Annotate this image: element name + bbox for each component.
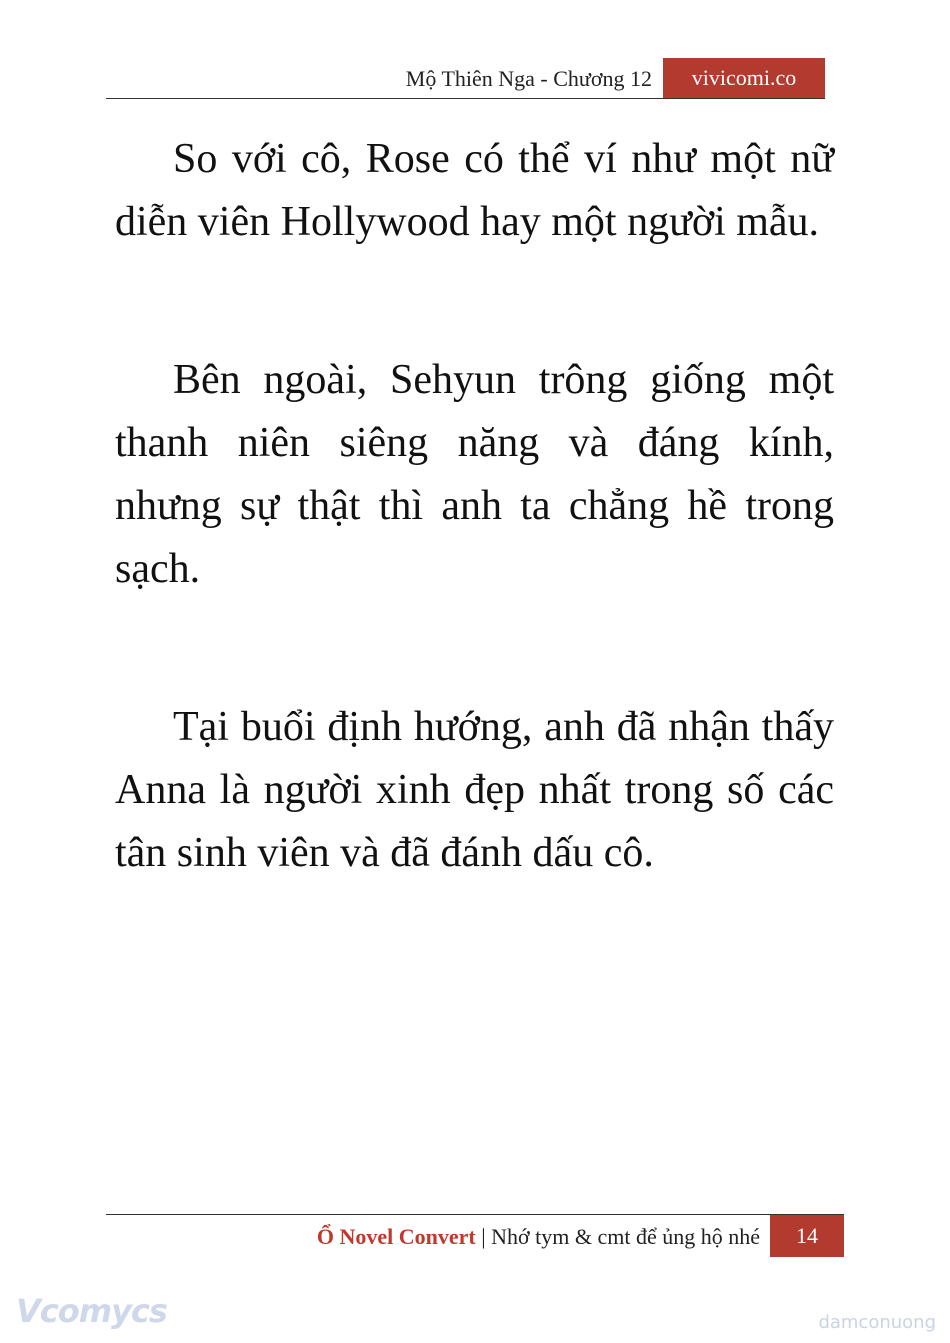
- chapter-title: Mộ Thiên Nga - Chương 12: [405, 66, 652, 91]
- watermark-logo-left: Vcomycs: [16, 1292, 167, 1330]
- page-footer: [106, 1214, 844, 1257]
- footer-separator: |: [475, 1224, 492, 1249]
- footer-text: [317, 1224, 760, 1250]
- paragraph: Tại buổi định hướng, anh đã nhận thấy Anna là người xinh đẹp nhất trong số các tân sinh viên và đã đánh dấu cô.: [115, 704, 834, 876]
- paragraph: Bên ngoài, Sehyun trông giống một thanh niên siêng năng và đáng kính, nhưng sự thật thì anh ta chẳng hề trong sạch.: [115, 357, 834, 592]
- footer-message: Nhớ tym & cmt để ủng hộ nhé: [491, 1224, 760, 1249]
- story-content: [115, 128, 834, 885]
- watermark-text-right: damconuong: [818, 1312, 936, 1333]
- site-badge: vivicomi.co: [663, 58, 825, 98]
- page-header: [106, 58, 825, 99]
- page-number: 14: [770, 1215, 844, 1257]
- footer-brand: Ổ Novel Convert: [316, 1224, 476, 1249]
- paragraph: So với cô, Rose có thể ví như một nữ diễn viên Hollywood hay một người mẫu.: [115, 136, 834, 245]
